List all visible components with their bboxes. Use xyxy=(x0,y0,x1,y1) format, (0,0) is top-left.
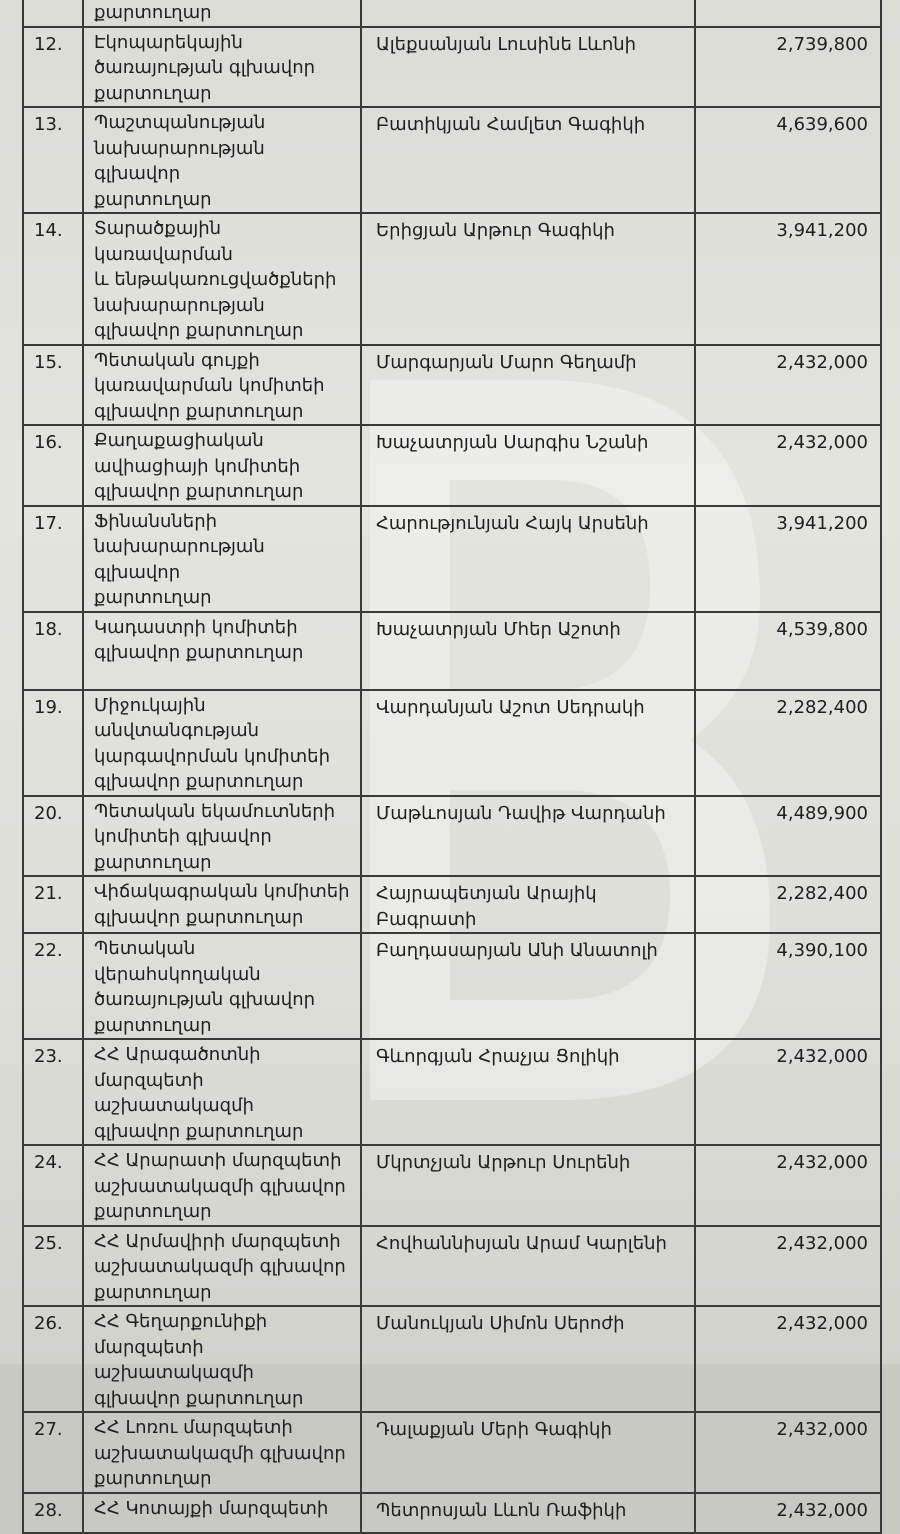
position-line: Պաշտպանության xyxy=(94,112,266,133)
position-line: Պետական եկամուտների xyxy=(94,800,336,822)
position-cell xyxy=(83,796,361,877)
position-cell xyxy=(83,1412,361,1493)
table-row xyxy=(23,690,881,796)
position-line: մարզպետի աշխատակազմի xyxy=(94,1336,254,1383)
position-line: Տարածքային կառավարման xyxy=(94,218,233,265)
full-name-cell: Հայրապետյան Արայիկ Բագրատի xyxy=(361,876,695,933)
table-row xyxy=(23,1412,881,1493)
amount-cell: 4,489,900 xyxy=(695,796,881,877)
position-line: Պետական xyxy=(94,938,196,959)
position-cell xyxy=(83,213,361,345)
position-line: գլխավոր քարտուղար xyxy=(94,400,304,422)
position-line: ծառայության գլխավոր xyxy=(94,57,316,78)
salary-table xyxy=(22,0,882,1534)
position-line: գլխավոր քարտուղար xyxy=(94,642,304,663)
position-cell xyxy=(83,107,361,213)
position-cell xyxy=(83,345,361,426)
row-number: 24. xyxy=(23,1145,83,1226)
full-name-cell: Հարությունյան Հայկ Արսենի xyxy=(361,506,695,612)
row-number: 25. xyxy=(23,1226,83,1307)
position-line: ՀՀ Լոռու մարզպետի xyxy=(94,1417,293,1438)
position-line: աշխատակազմի գլխավոր xyxy=(94,1442,346,1464)
position-line: աշխատակազմի գլխավոր xyxy=(94,1256,346,1277)
position-line: վերահսկողական xyxy=(94,963,261,985)
position-line: գլխավոր քարտուղար xyxy=(94,1120,304,1142)
position-line: աշխատակազմի գլխավոր xyxy=(94,1175,346,1197)
row-number xyxy=(23,0,83,27)
amount-cell: 4,539,800 xyxy=(695,612,881,690)
position-line: գլխավոր քարտուղար xyxy=(94,320,304,341)
table-row xyxy=(23,1493,881,1533)
position-line: ավիացիայի կոմիտեի xyxy=(94,455,301,477)
position-cell xyxy=(83,876,361,933)
position-line: գլխավոր քարտուղար xyxy=(94,906,304,928)
table-row xyxy=(23,425,881,506)
full-name-cell: Ալեքսանյան Լուսինե Լևոնի xyxy=(361,27,695,108)
position-line: նախարարության xyxy=(94,294,265,316)
full-name-cell: Բաղդասարյան Անի Անատոլի xyxy=(361,933,695,1039)
position-line: կառավարման կոմիտեի xyxy=(94,375,325,396)
row-number: 19. xyxy=(23,690,83,796)
position-line: Կադաստրի կոմիտեի xyxy=(94,616,298,638)
row-number: 28. xyxy=(23,1493,83,1533)
full-name-cell: Հովհաննիսյան Արամ Կարլենի xyxy=(361,1226,695,1307)
position-cell xyxy=(83,425,361,506)
full-name-cell: Մկրտչյան Արթուր Սուրենի xyxy=(361,1145,695,1226)
table-row xyxy=(23,27,881,108)
position-line: Ֆինանսների xyxy=(94,510,218,532)
row-number: 16. xyxy=(23,425,83,506)
position-cell xyxy=(83,0,361,27)
position-line: ՀՀ Կոտայքի մարզպետի xyxy=(94,1497,329,1519)
position-cell xyxy=(83,506,361,612)
position-line: քարտուղար xyxy=(94,188,212,210)
position-line: քարտուղար xyxy=(94,587,212,608)
position-cell xyxy=(83,1226,361,1307)
table-row xyxy=(23,1226,881,1307)
full-name-cell: Պետրոսյան Լևոն Ռաֆիկի xyxy=(361,1493,695,1533)
amount-cell: 3,941,200 xyxy=(695,506,881,612)
position-line: քարտուղար xyxy=(94,851,212,873)
position-line: նախարարության գլխավոր xyxy=(94,137,265,184)
position-line: գլխավոր քարտուղար xyxy=(94,1387,304,1409)
amount-cell: 2,432,000 xyxy=(695,1039,881,1145)
position-line: և ենթակառուցվածքների xyxy=(94,269,337,290)
table-row xyxy=(23,213,881,345)
amount-cell: 2,432,000 xyxy=(695,345,881,426)
row-number: 27. xyxy=(23,1412,83,1493)
position-line: անվտանգության xyxy=(94,720,260,741)
position-line: ՀՀ Արմավիրի մարզպետի xyxy=(94,1230,341,1252)
amount-cell: 2,282,400 xyxy=(695,690,881,796)
amount-cell: 4,639,600 xyxy=(695,107,881,213)
position-line: քարտուղար xyxy=(94,1468,212,1489)
full-name-cell: Դալաքյան Մերի Գագիկի xyxy=(361,1412,695,1493)
amount-cell: 2,432,000 xyxy=(695,425,881,506)
row-number: 13. xyxy=(23,107,83,213)
table-row xyxy=(23,933,881,1039)
table-row xyxy=(23,612,881,690)
position-cell xyxy=(83,27,361,108)
table-row xyxy=(23,107,881,213)
row-number: 15. xyxy=(23,345,83,426)
position-line: նախարարության գլխավոր xyxy=(94,536,265,583)
position-line: կարգավորման կոմիտեի xyxy=(94,745,330,767)
full-name-cell: Խաչատրյան Մհեր Աշոտի xyxy=(361,612,695,690)
row-number: 12. xyxy=(23,27,83,108)
position-cell xyxy=(83,1145,361,1226)
position-line: կոմիտեի գլխավոր xyxy=(94,826,272,847)
table-row xyxy=(23,1306,881,1412)
row-number: 21. xyxy=(23,876,83,933)
position-cell xyxy=(83,1306,361,1412)
position-line: գլխավոր քարտուղար xyxy=(94,771,304,792)
row-number: 17. xyxy=(23,506,83,612)
position-line: Վիճակագրական կոմիտեի xyxy=(94,881,350,902)
position-line: գլխավոր քարտուղար xyxy=(94,481,304,502)
full-name-cell: Գևորգյան Հրաչյա Ցոլիկի xyxy=(361,1039,695,1145)
table-row xyxy=(23,876,881,933)
position-line: քարտուղար xyxy=(94,82,212,104)
full-name-cell: Երիցյան Արթուր Գագիկի xyxy=(361,213,695,345)
row-number: 14. xyxy=(23,213,83,345)
full-name-cell: Բատիկյան Համլետ Գագիկի xyxy=(361,107,695,213)
table-row xyxy=(23,1039,881,1145)
amount-cell: 2,432,000 xyxy=(695,1145,881,1226)
full-name-cell: Վարդանյան Աշոտ Սեդրակի xyxy=(361,690,695,796)
table-row xyxy=(23,506,881,612)
row-number: 26. xyxy=(23,1306,83,1412)
full-name-cell: Մաթևոսյան Դավիթ Վարդանի xyxy=(361,796,695,877)
row-number: 23. xyxy=(23,1039,83,1145)
table-row xyxy=(23,1145,881,1226)
amount-cell: 2,432,000 xyxy=(695,1226,881,1307)
position-line: քարտուղար xyxy=(94,1014,212,1036)
full-name-cell xyxy=(361,0,695,27)
full-name-cell: Մանուկյան Սիմոն Սերոժի xyxy=(361,1306,695,1412)
amount-cell: 2,282,400 xyxy=(695,876,881,933)
position-line: ՀՀ Գեղարքունիքի xyxy=(94,1311,268,1332)
row-number: 22. xyxy=(23,933,83,1039)
position-line: ՀՀ Արագածոտնի xyxy=(94,1044,261,1065)
amount-cell xyxy=(695,0,881,27)
amount-cell: 2,432,000 xyxy=(695,1493,881,1533)
position-cell xyxy=(83,690,361,796)
position-cell xyxy=(83,612,361,690)
row-number: 18. xyxy=(23,612,83,690)
full-name-cell: Խաչատրյան Սարգիս Նշանի xyxy=(361,425,695,506)
position-line: ծառայության գլխավոր xyxy=(94,989,316,1010)
position-line: Քաղաքացիական xyxy=(94,430,264,451)
position-line: Միջուկային xyxy=(94,694,206,716)
amount-cell: 2,739,800 xyxy=(695,27,881,108)
position-line: քարտուղար xyxy=(94,2,212,23)
position-cell xyxy=(83,933,361,1039)
table-row xyxy=(23,345,881,426)
full-name-cell: Մարգարյան Մարո Գեղամի xyxy=(361,345,695,426)
table-row xyxy=(23,796,881,877)
row-number: 20. xyxy=(23,796,83,877)
position-line: ՀՀ Արարատի մարզպետի xyxy=(94,1150,342,1171)
position-line: քարտուղար xyxy=(94,1201,212,1222)
position-cell xyxy=(83,1493,361,1533)
position-line: Պետական գույքի xyxy=(94,349,260,371)
position-line: քարտուղար xyxy=(94,1281,212,1303)
position-cell xyxy=(83,1039,361,1145)
amount-cell: 4,390,100 xyxy=(695,933,881,1039)
amount-cell: 3,941,200 xyxy=(695,213,881,345)
amount-cell: 2,432,000 xyxy=(695,1412,881,1493)
amount-cell: 2,432,000 xyxy=(695,1306,881,1412)
position-line: Էկոպարեկային xyxy=(94,31,243,53)
position-line: մարզպետի աշխատակազմի xyxy=(94,1069,254,1116)
table-row xyxy=(23,0,881,27)
